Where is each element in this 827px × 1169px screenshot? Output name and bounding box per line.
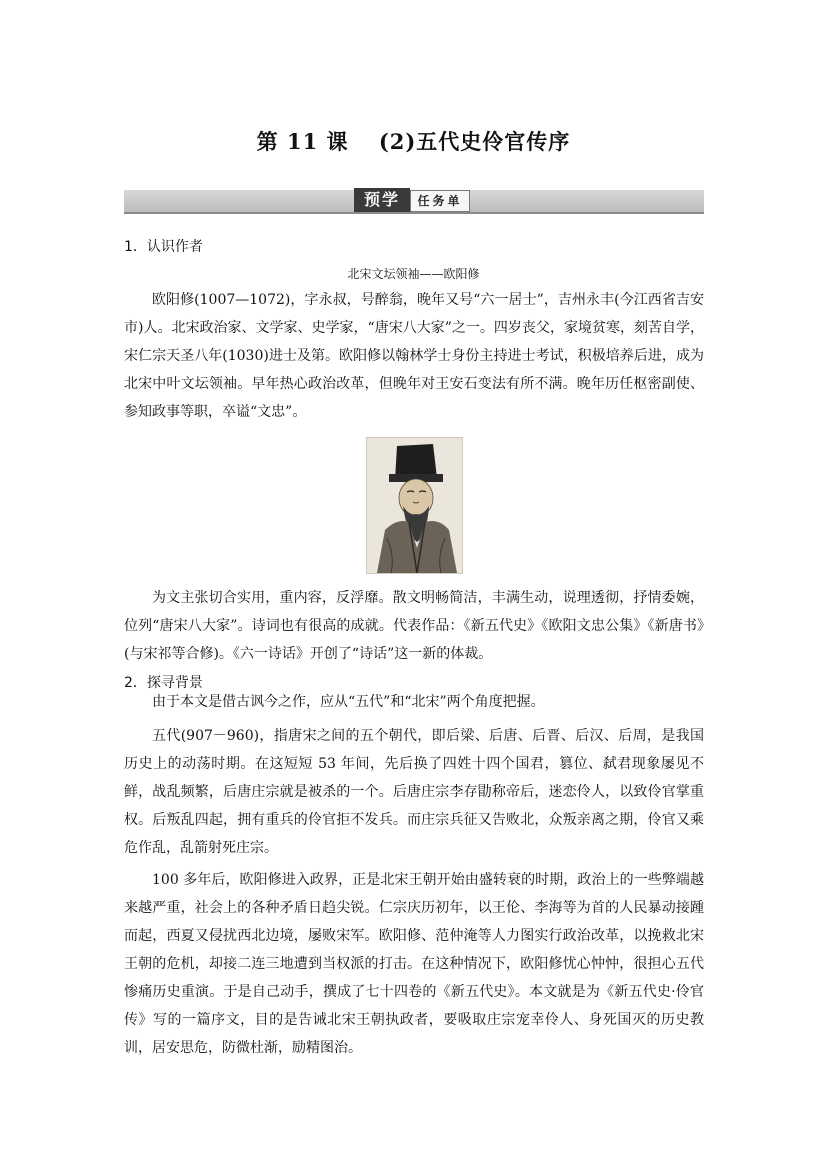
five-dynasties-paragraph: 五代(907－960)，指唐宋之间的五个朝代，即后梁、后唐、后晋、后汉、后周，是我国历史上的动荡时期。在这短短 53 年间，先后换了四姓十四个国君，篡位、弑君现象屡见不鲜，战乱频繁，后唐庄宗就是被杀的一个。后唐庄宗李存勖称帝后，迷恋伶人，以致伶官掌重权。后叛乱四起，拥有重兵的伶官拒不发兵。而庄宗兵征又告败北，众叛亲离之期，伶官又乘危作乱，乱箭射死庄宗。: [124, 728, 704, 856]
ouyang-xiu-portrait-icon: [367, 438, 462, 573]
author-subtitle: 北宋文坛领袖——欧阳修: [347, 267, 480, 281]
section-heading-author: 1．认识作者: [124, 239, 203, 255]
banner-sub-label: 任务单: [410, 190, 470, 212]
section-heading-background: 2．探寻背景: [124, 675, 203, 691]
lesson-title: 第 11 课 (2)五代史伶官传序: [256, 129, 571, 154]
author-bio-paragraph: 欧阳修(1007—1072)，字永叔，号醉翁，晚年又号“六一居士”，吉州永丰(今江西省吉安市)人。北宋政治家、文学家、史学家，“唐宋八大家”之一。四岁丧父，家境贫寒，刻苦自学，宋仁宗天圣八年(1030)进士及第。欧阳修以翰林学士身份主持进士考试，积极培养后进，成为北宋中叶文坛领袖。早年热心政治改革，但晚年对王安石变法有所不满。晚年历任枢密副使、参知政事等职，卒谥“文忠”。: [124, 292, 704, 420]
author-works-paragraph: 为文主张切合实用，重内容，反浮靡。散文明畅简洁，丰满生动，说理透彻，抒情委婉，位列“唐宋八大家”。诗词也有很高的成就。代表作品：《新五代史》《欧阳文忠公集》《新唐书》(与宋祁等合修)。《六一诗话》开创了“诗话”这一新的体裁。: [124, 590, 704, 662]
background-intro-paragraph: 由于本文是借古讽今之作，应从“五代”和“北宋”两个角度把握。: [152, 694, 545, 710]
northern-song-paragraph: 100 多年后，欧阳修进入政界，正是北宋王朝开始由盛转衰的时期，政治上的一些弊端越来越严重，社会上的各种矛盾日趋尖锐。仁宗庆历初年，以王伦、李海等为首的人民暴动接踵而起，西夏又侵扰西北边境，屡败宋军。欧阳修、范仲淹等人力图实行政治改革，以挽救北宋王朝的危机，却接二连三地遭到当权派的打击。在这种情况下，欧阳修忧心忡忡，很担心五代惨痛历史重演。于是自己动手，撰成了七十四卷的《新五代史》。本文就是为《新五代史·伶官传》写的一篇序文，目的是告诫北宋王朝执政者，要吸取庄宗宠幸伶人、身死国灭的历史教训，居安思危，防微杜渐，励精图治。: [124, 872, 704, 1056]
banner-underline: [124, 212, 704, 214]
task-banner: [124, 188, 704, 214]
banner-label: 预学: [354, 188, 410, 212]
portrait-image: [366, 437, 463, 574]
